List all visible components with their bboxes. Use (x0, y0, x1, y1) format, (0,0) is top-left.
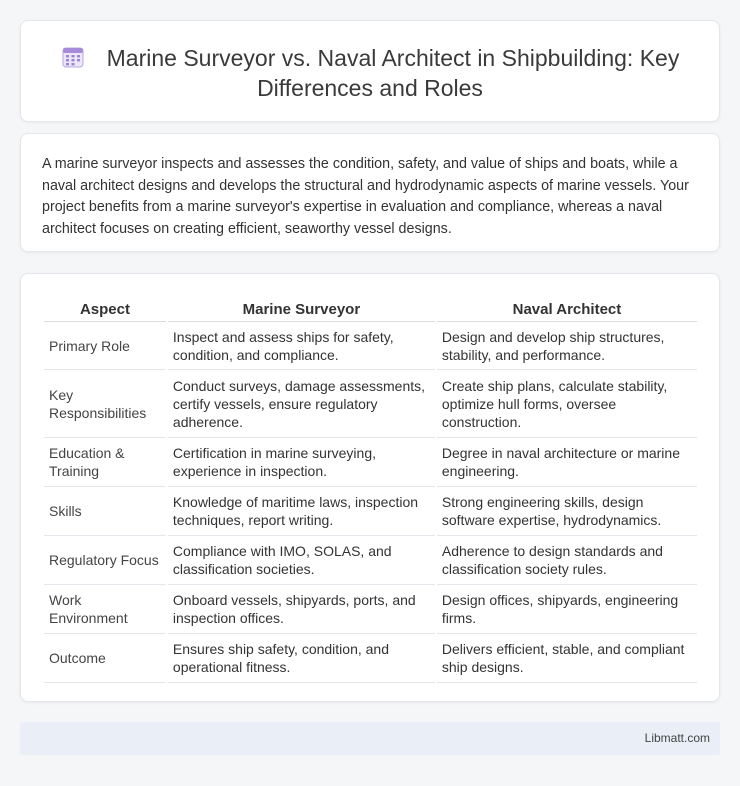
marine-surveyor-cell: Compliance with IMO, SOLAS, and classification societies. (168, 536, 435, 585)
page-title (41, 43, 699, 103)
column-header-aspect: Aspect (44, 294, 166, 322)
aspect-cell: Primary Role (44, 322, 166, 370)
aspect-cell: Skills (44, 487, 166, 536)
intro-card (20, 133, 720, 252)
table-header-row (44, 294, 697, 322)
table-row (44, 585, 697, 634)
aspect-cell: Regulatory Focus (44, 536, 166, 585)
table-row (44, 536, 697, 585)
table-row (44, 322, 697, 370)
comparison-card (20, 273, 720, 702)
table-row (44, 438, 697, 487)
footer-bar (20, 722, 720, 755)
naval-architect-cell: Create ship plans, calculate stability, optimize hull forms, oversee construction. (437, 370, 697, 438)
aspect-cell: Work Environment (44, 585, 166, 634)
naval-architect-cell: Design and develop ship structures, stability, and performance. (437, 322, 697, 370)
naval-architect-cell: Adherence to design standards and classification society rules. (437, 536, 697, 585)
marine-surveyor-cell: Ensures ship safety, condition, and operational fitness. (168, 634, 435, 683)
marine-surveyor-cell: Knowledge of maritime laws, inspection techniques, report writing. (168, 487, 435, 536)
aspect-cell: Outcome (44, 634, 166, 683)
naval-architect-cell: Strong engineering skills, design software expertise, hydrodynamics. (437, 487, 697, 536)
aspect-cell: Education & Training (44, 438, 166, 487)
calendar-icon (61, 45, 85, 69)
comparison-table (42, 294, 699, 683)
marine-surveyor-cell: Onboard vessels, shipyards, ports, and inspection offices. (168, 585, 435, 634)
table-row (44, 370, 697, 438)
marine-surveyor-cell: Conduct surveys, damage assessments, certify vessels, ensure regulatory adherence. (168, 370, 435, 438)
column-header-naval-architect: Naval Architect (437, 294, 697, 322)
naval-architect-cell: Delivers efficient, stable, and compliant ship designs. (437, 634, 697, 683)
page-title-text: Marine Surveyor vs. Naval Architect in Shipbuilding: Key Differences and Roles (106, 45, 680, 101)
naval-architect-cell: Design offices, shipyards, engineering firms. (437, 585, 697, 634)
marine-surveyor-cell: Inspect and assess ships for safety, condition, and compliance. (168, 322, 435, 370)
marine-surveyor-cell: Certification in marine surveying, experience in inspection. (168, 438, 435, 487)
title-card (20, 20, 720, 122)
intro-paragraph: A marine surveyor inspects and assesses the condition, safety, and value of ships and boats, while a naval architect designs and develops the structural and hydrodynamic aspects of marine vessels. Your project benefits from a marine surveyor's expertise in evaluation and compliance, whereas a naval architect focuses on creating efficient, seaworthy vessel designs. (42, 156, 689, 237)
column-header-marine-surveyor: Marine Surveyor (168, 294, 435, 322)
naval-architect-cell: Degree in naval architecture or marine engineering. (437, 438, 697, 487)
table-row (44, 634, 697, 683)
footer-site-link[interactable]: Libmatt.com (644, 731, 710, 745)
table-row (44, 487, 697, 536)
aspect-cell: Key Responsibilities (44, 370, 166, 438)
